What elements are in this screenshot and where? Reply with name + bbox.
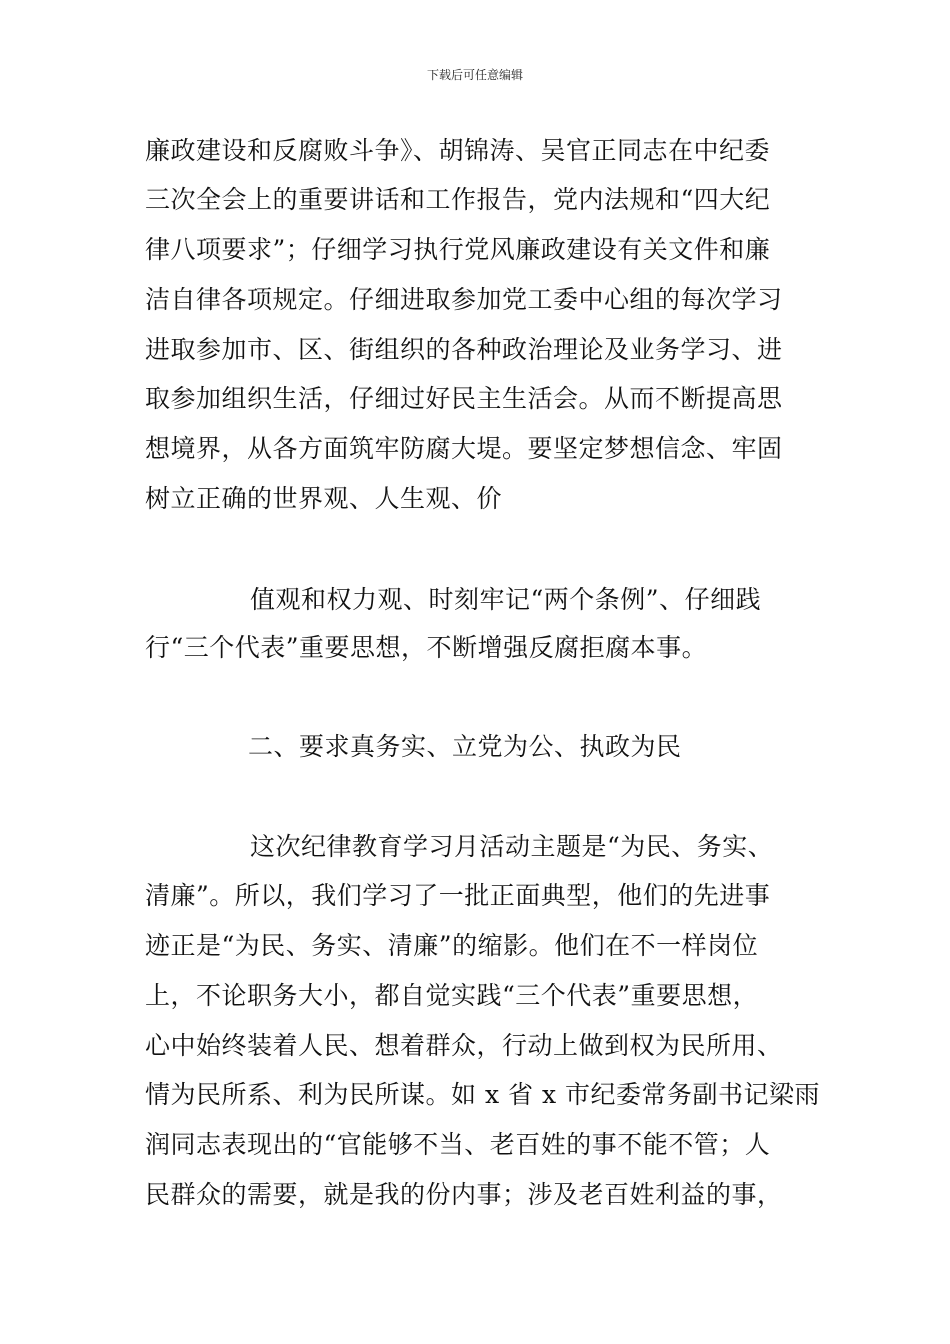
paragraph-line: 树立正确的世界观、人生观、价: [145, 484, 503, 513]
paragraph-line: 心中始终装着人民、想着群众，行动上做到权为民所用、: [145, 1031, 783, 1060]
paragraph-line: 取参加组织生活，仔细过好民主生活会。从而不断提高思: [145, 384, 783, 413]
paragraph-line: 民群众的需要，就是我的份内事；涉及老百姓利益的事，: [145, 1180, 783, 1209]
paragraph-line: 廉政建设和反腐败斗争》、胡锦涛、吴官正同志在中纪委: [145, 136, 771, 165]
paragraph-line: 这次纪律教育学习月活动主题是“为民、务实、: [250, 832, 774, 861]
section-heading: 二、要求真务实、立党为公、执政为民: [248, 732, 682, 761]
header-note: 下载后可任意编辑: [426, 68, 523, 82]
paragraph-line: 想境界，从各方面筑牢防腐大堤。要坚定梦想信念、牢固: [145, 434, 783, 463]
paragraph-line: 值观和权力观、时刻牢记“两个条例”、仔细践: [250, 585, 762, 614]
paragraph-line: 进取参加市、区、街组织的各种政治理论及业务学习、进: [145, 335, 783, 364]
paragraph-line: 行“三个代表”重要思想，不断增强反腐拒腐本事。: [145, 633, 708, 662]
paragraph-line: 洁自律各项规定。仔细进取参加党工委中心组的每次学习: [145, 285, 783, 314]
paragraph-line: 情为民所系、利为民所谋。如 x 省 x 市纪委常务副书记梁雨: [145, 1080, 820, 1109]
paragraph-line: 上，不论职务大小，都自觉实践“三个代表”重要思想，: [145, 981, 759, 1010]
paragraph-line: 润同志表现出的“官能够不当、老百姓的事不能不管；人: [145, 1130, 771, 1159]
paragraph-line: 律八项要求”；仔细学习执行党风廉政建设有关文件和廉: [145, 235, 771, 264]
paragraph-line: 三次全会上的重要讲话和工作报告，党内法规和“四大纪: [145, 185, 771, 214]
paragraph-line: 清廉”。所以，我们学习了一批正面典型，他们的先进事: [145, 881, 771, 910]
paragraph-line: 迹正是“为民、务实、清廉”的缩影。他们在不一样岗位: [145, 931, 759, 960]
